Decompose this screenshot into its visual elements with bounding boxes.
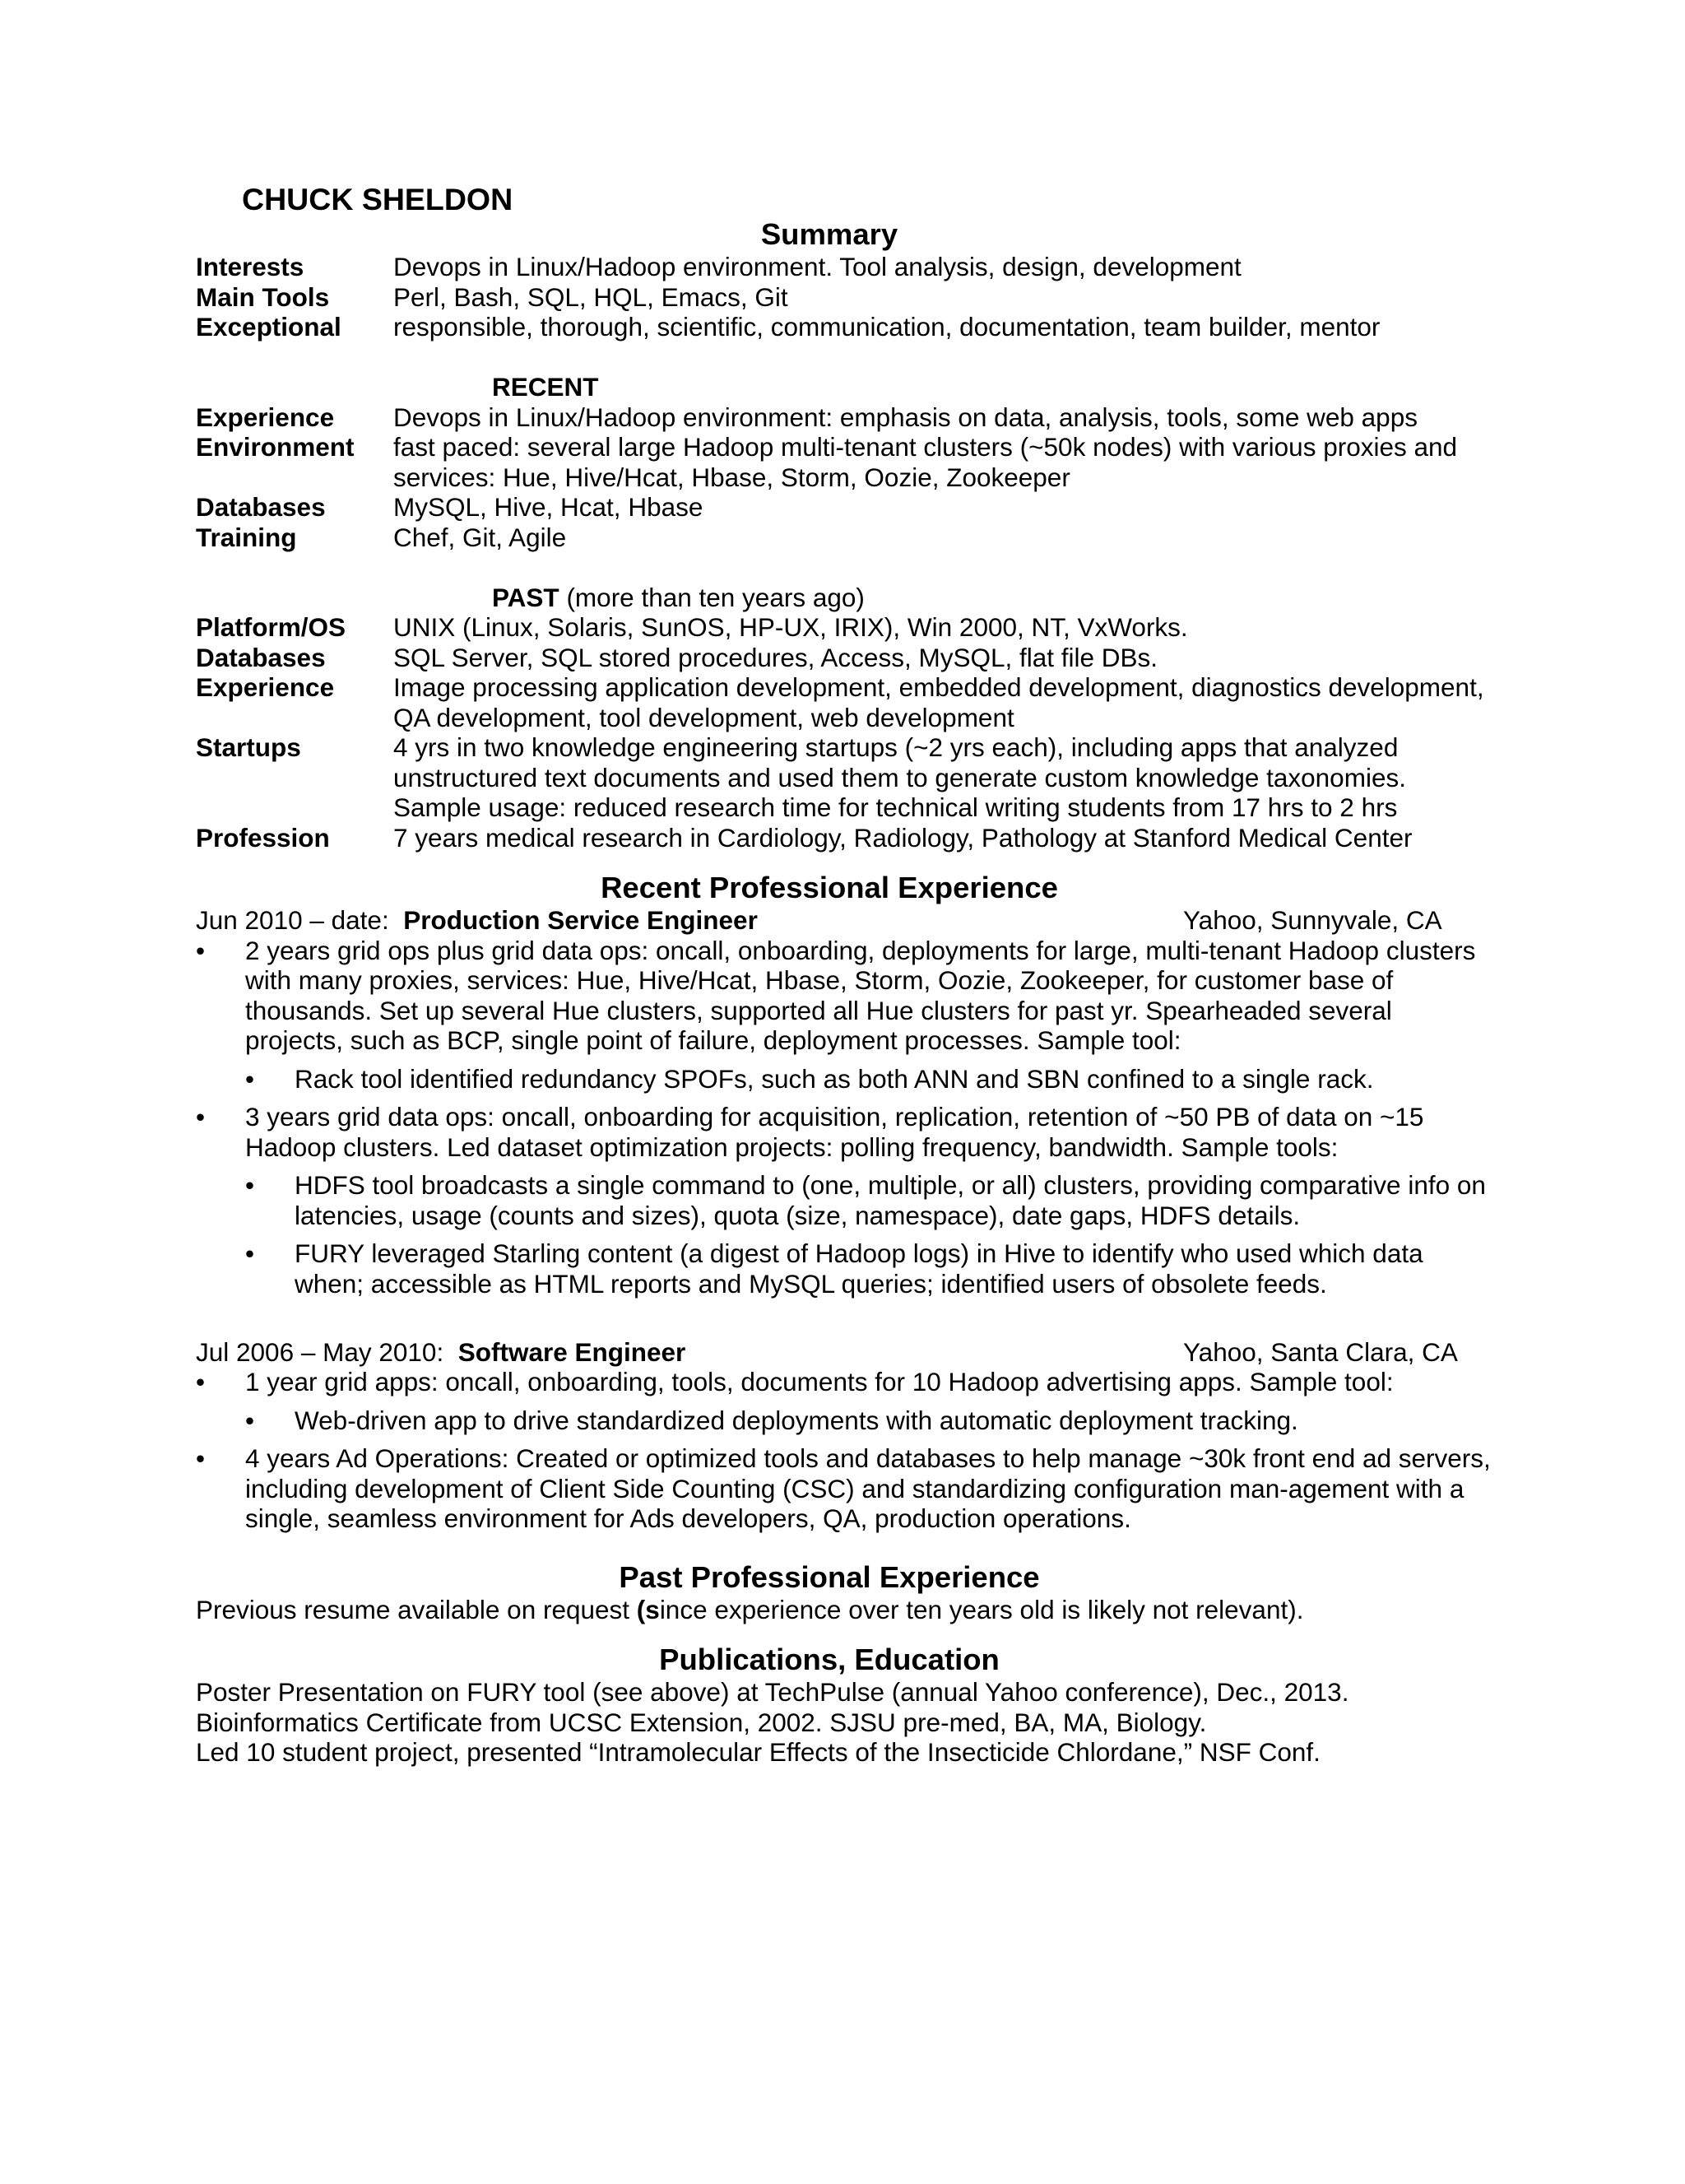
recent-row-environment xyxy=(196,432,1496,492)
row-label: Databases xyxy=(196,492,326,522)
row-value: 4 yrs in two knowledge engineering startups (~2 yrs each), including apps that analyzed unstructured text documents and used them to generate custom knowledge taxonomies. Sample usage: reduced research time for technical writing students from 17 hrs to 2 hrs xyxy=(393,732,1406,822)
text-bold: (s xyxy=(636,1594,660,1624)
list-item: • Web-driven app to drive standardized deployments with automatic deployment tracking. xyxy=(245,1406,1496,1436)
list-item: • FURY leveraged Starling content (a digest of Hadoop logs) in Hive to identify who used which data when; accessible as HTML reports and MySQL queries; identified users of obsolete feeds. xyxy=(245,1238,1496,1299)
row-label: Profession xyxy=(196,822,330,853)
list-item xyxy=(196,1367,1496,1435)
row-value: responsible, thorough, scientific, communication, documentation, team builder, mentor xyxy=(393,312,1381,342)
summary-heading: Summary xyxy=(760,217,898,251)
row-value: MySQL, Hive, Hcat, Hbase xyxy=(393,492,703,522)
row-value: UNIX (Linux, Solaris, SunOS, HP-UX, IRIX), Win 2000, NT, VxWorks. xyxy=(393,612,1188,642)
past-experience-heading: Past Professional Experience xyxy=(619,1559,1040,1594)
past-row-startups xyxy=(196,732,1496,823)
job-location: Yahoo, Sunnyvale, CA xyxy=(1183,905,1442,935)
summary-row-exceptional xyxy=(196,312,1496,342)
bullet-text: 2 years grid ops plus grid data ops: oncall, onboarding, deployments for large, multi-tenant Hadoop clusters with many proxies, services: Hue, Hive/Hcat, Hbase, Storm, Oozie, Zookeeper, for customer base of thousands. Set up several Hue clusters, supported all Hue clusters for past yr. Spearheaded several projects, such as BCP, single point of failure, deployment processes. Sample tool: xyxy=(245,935,1476,1055)
row-value: Perl, Bash, SQL, HQL, Emacs, Git xyxy=(393,281,788,312)
bullet-text: 4 years Ad Operations: Created or optimized tools and databases to help manage ~30k front end ad servers, including development of Client Side Counting (CSC) and standardizing configuration man-agement with a single, seamless environment for Ads developers, QA, production operations. xyxy=(245,1443,1491,1533)
spacer xyxy=(196,552,1496,583)
job-bullets xyxy=(196,936,1496,1299)
recent-row-databases xyxy=(196,492,1496,523)
past-row-platform xyxy=(196,612,1496,643)
job-title: Production Service Engineer xyxy=(403,905,758,935)
recent-row-experience xyxy=(196,402,1496,433)
sub-bullets xyxy=(245,1064,1496,1094)
past-label: PAST xyxy=(492,582,559,612)
row-value: Devops in Linux/Hadoop environment: emphasis on data, analysis, tools, some web apps xyxy=(393,402,1418,432)
list-item: • HDFS tool broadcasts a single command to (one, multiple, or all) clusters, providing comparative info on latencies, usage (counts and sizes), quota (size, namespace), date gaps, HDFS details. xyxy=(245,1170,1496,1230)
spacer xyxy=(196,342,1496,373)
row-label: Experience xyxy=(196,672,335,702)
row-value: Chef, Git, Agile xyxy=(393,522,567,552)
row-label: Experience xyxy=(196,402,335,432)
project-line: Led 10 student project, presented “Intramolecular Effects of the Insecticide Chlordane,” NSF Conf. xyxy=(196,1737,1321,1767)
row-label: Platform/OS xyxy=(196,612,346,642)
row-value: Devops in Linux/Hadoop environment. Tool analysis, design, development xyxy=(393,252,1242,281)
list-item xyxy=(196,1443,1496,1534)
row-label: Exceptional xyxy=(196,312,341,342)
spacer xyxy=(196,853,1496,871)
education-line: Bioinformatics Certificate from UCSC Extension, 2002. SJSU pre-med, BA, MA, Biology. xyxy=(196,1707,1207,1737)
list-item xyxy=(196,936,1496,1094)
bullet-text: 1 year grid apps: oncall, onboarding, tools, documents for 10 Hadoop advertising apps. Sample tool: xyxy=(245,1367,1394,1396)
row-value: SQL Server, SQL stored procedures, Access, MySQL, flat file DBs. xyxy=(393,642,1158,672)
row-label: Environment xyxy=(196,432,355,462)
bullet-text: 3 years grid data ops: oncall, onboarding for acquisition, replication, retention of ~50 PB of data on ~15 Hadoop clusters. Led dataset optimization projects: polling frequency, bandwidth. Sample tools: xyxy=(245,1102,1424,1162)
job-location: Yahoo, Santa Clara, CA xyxy=(1183,1336,1458,1367)
spacer xyxy=(196,1542,1496,1560)
row-label: Interests xyxy=(196,252,304,281)
summary-row-interests xyxy=(196,252,1496,282)
publication-line: Poster Presentation on FURY tool (see above) at TechPulse (annual Yahoo conference), Dec., 2013. xyxy=(196,1677,1349,1707)
recent-subheading xyxy=(492,372,1496,402)
row-label: Startups xyxy=(196,732,301,762)
row-label: Main Tools xyxy=(196,281,330,312)
job-header xyxy=(196,1337,1496,1368)
row-value: 7 years medical research in Cardiology, Radiology, Pathology at Stanford Medical Center xyxy=(393,822,1413,853)
list-item xyxy=(196,1102,1496,1299)
resume-page xyxy=(196,181,1496,1768)
sub-bullets xyxy=(245,1406,1496,1436)
past-subheading xyxy=(492,583,1496,613)
publications-heading: Publications, Education xyxy=(659,1643,1000,1676)
text-after: ince experience over ten years old is likely not relevant). xyxy=(659,1594,1304,1624)
past-row-databases xyxy=(196,643,1496,673)
row-value: fast paced: several large Hadoop multi-tenant clusters (~50k nodes) with various proxies and services: Hue, Hive/Hcat, Hbase, Storm, Oozie, Zookeeper xyxy=(393,432,1458,492)
job-header xyxy=(196,905,1496,936)
past-note: (more than ten years ago) xyxy=(559,582,865,612)
summary-row-main-tools xyxy=(196,282,1496,313)
sub-bullets xyxy=(245,1170,1496,1299)
spacer xyxy=(196,1624,1496,1643)
job-title: Software Engineer xyxy=(457,1336,686,1367)
job-dates: Jun 2010 – date: xyxy=(196,905,404,935)
spacer xyxy=(196,1307,1496,1337)
text-before: Previous resume available on request xyxy=(196,1594,637,1624)
past-experience-text xyxy=(196,1595,1496,1625)
row-value: Image processing application development, embedded development, diagnostics development, QA development, tool development, web development xyxy=(393,672,1484,732)
past-row-profession xyxy=(196,823,1496,853)
recent-label: RECENT xyxy=(492,372,599,402)
row-label: Training xyxy=(196,522,297,552)
list-item: • Rack tool identified redundancy SPOFs, such as both ANN and SBN confined to a single rack. xyxy=(245,1064,1496,1094)
candidate-name: CHUCK SHELDON xyxy=(242,182,513,216)
job-dates: Jul 2006 – May 2010: xyxy=(196,1336,458,1367)
row-label: Databases xyxy=(196,642,326,672)
past-row-experience xyxy=(196,672,1496,732)
job-bullets xyxy=(196,1367,1496,1534)
recent-row-training xyxy=(196,523,1496,553)
recent-experience-heading: Recent Professional Experience xyxy=(601,871,1058,904)
